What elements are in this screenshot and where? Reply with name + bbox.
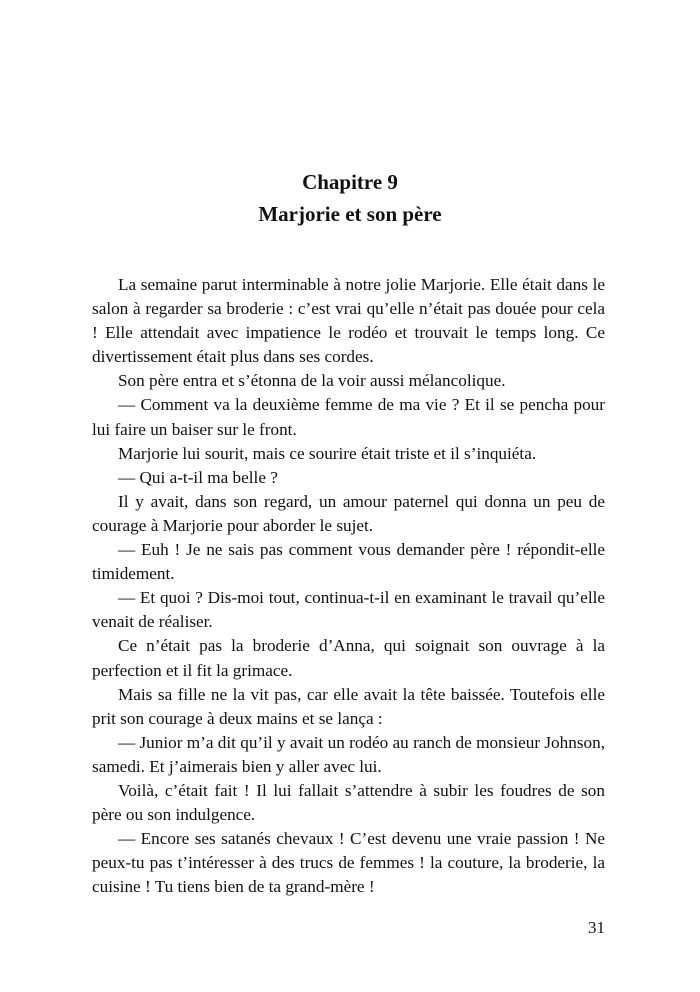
paragraph: Son père entra et s’étonna de la voir aussi mélancolique. xyxy=(118,371,506,391)
paragraph: Voilà, c’était fait ! Il lui fallait s’attendre à subir les foudres de son père ou son indulgence. xyxy=(92,780,605,825)
chapter-title: Marjorie et son père xyxy=(258,202,442,226)
paragraph: Marjorie lui sourit, mais ce sourire était triste et il s’inquiéta. xyxy=(118,443,537,463)
paragraph: — Qui a-t-il ma belle ? xyxy=(118,467,278,487)
paragraph: Ce n’était pas la broderie d’Anna, qui soignait son ouvrage à la perfection et il fit la grimace. xyxy=(92,636,605,680)
paragraph: — Encore ses satanés chevaux ! C’est devenu une vraie passion ! Ne peux-tu pas t’intéresser à des trucs de femmes ! la couture, la broderie, la cuisine ! Tu tiens bien de ta grand-mère ! xyxy=(92,829,605,897)
chapter-heading xyxy=(0,166,700,230)
paragraph: — Euh ! Je ne sais pas comment vous demander père ! répondit-elle timidement. xyxy=(92,540,605,584)
page-number: 31 xyxy=(588,918,605,937)
body-text xyxy=(92,273,605,899)
chapter-number: Chapitre 9 xyxy=(302,170,398,194)
paragraph: — Comment va la deuxième femme de ma vie ? Et il se pencha pour lui faire un baiser sur le front. xyxy=(92,395,605,439)
paragraph: Il y avait, dans son regard, un amour paternel qui donna un peu de courage à Marjorie pour aborder le sujet. xyxy=(92,491,605,535)
paragraph: Mais sa fille ne la vit pas, car elle avait la tête baissée. Toutefois elle prit son courage à deux mains et se lança : xyxy=(92,684,605,728)
paragraph: — Junior m’a dit qu’il y avait un rodéo au ranch de monsieur Johnson, samedi. Et j’aimerais bien y aller avec lui. xyxy=(92,732,605,776)
paragraph: La semaine parut interminable à notre jolie Marjorie. Elle était dans le salon à regarder sa broderie : c’est vrai qu’elle n’était pas douée pour cela ! Elle attendait avec impatience le rodéo et trouvait le temps long. Ce divertissement était plus dans ses cordes. xyxy=(92,275,605,367)
paragraph: — Et quoi ? Dis-moi tout, continua-t-il en examinant le travail qu’elle venait de réaliser. xyxy=(92,588,605,632)
